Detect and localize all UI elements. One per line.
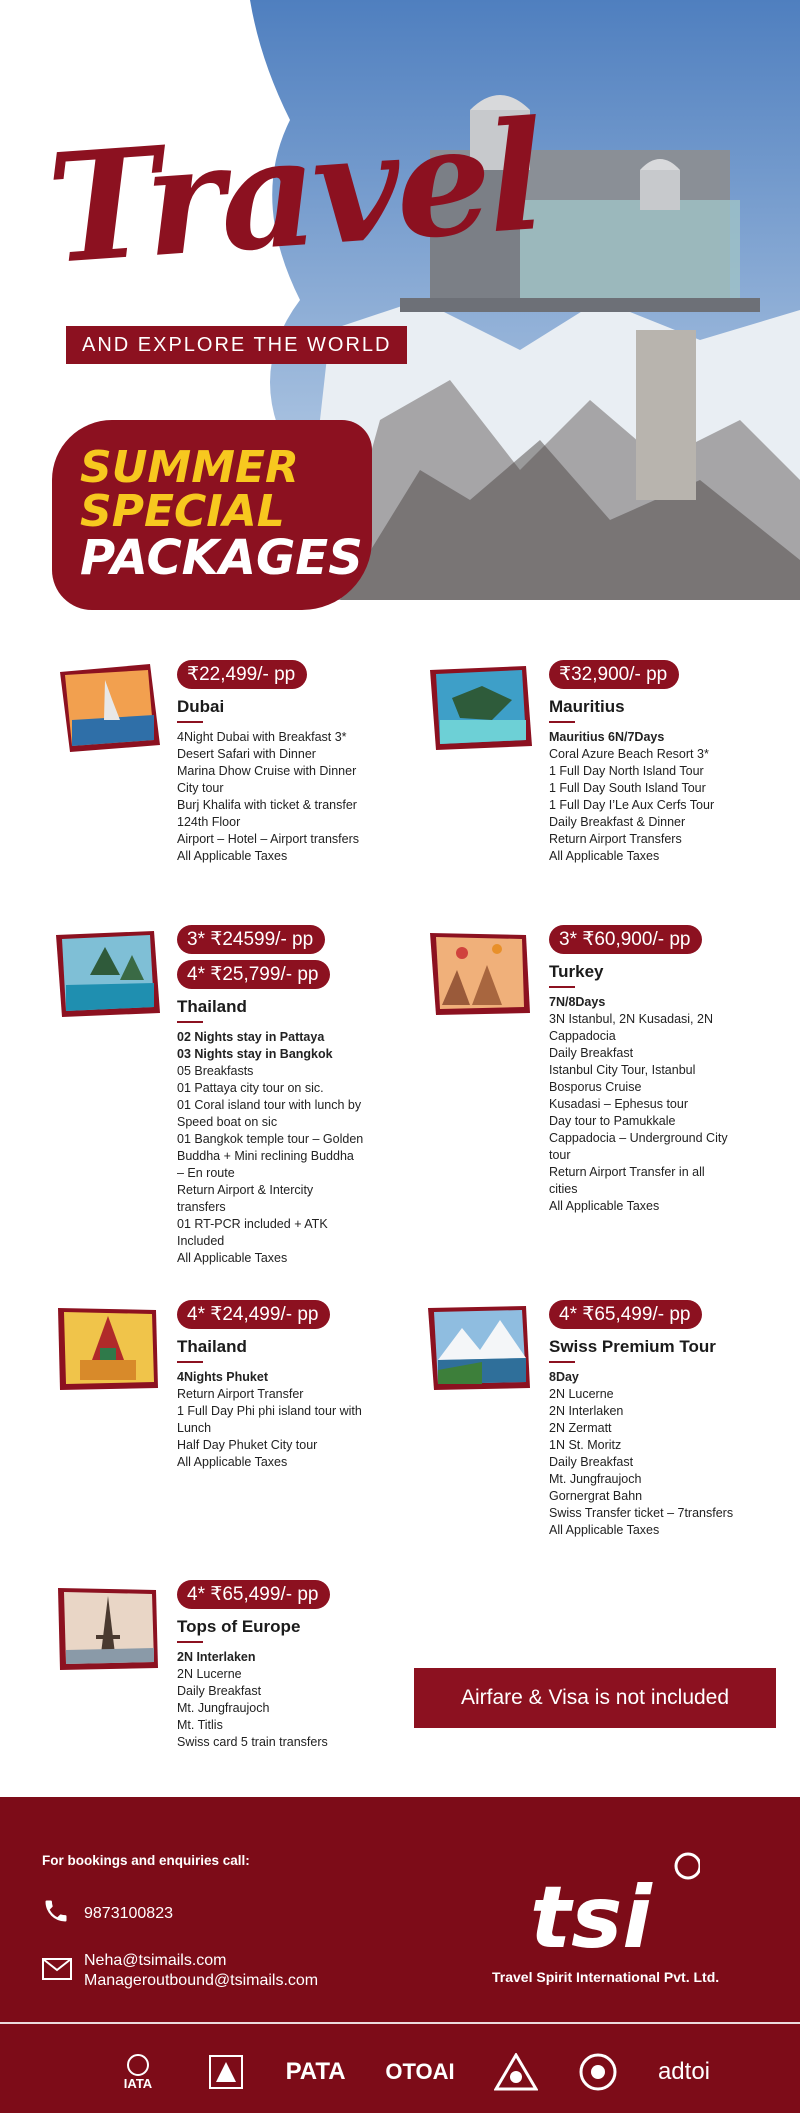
package-detail-line: Return Airport Transfer (177, 1387, 304, 1401)
price-badge: ₹22,499/- pp (177, 660, 307, 689)
package-detail-line: All Applicable Taxes (549, 1523, 660, 1537)
package-detail-line: Included (177, 1234, 225, 1248)
package-details (177, 1029, 417, 1267)
package-detail-line: All Applicable Taxes (177, 849, 288, 863)
turkey-thumbnail-image (422, 925, 537, 1020)
package-detail-line: Day tour to Pamukkale (549, 1114, 676, 1128)
title-underline (549, 721, 575, 723)
package-detail-line: 2N Zermatt (549, 1421, 612, 1435)
triangle-association-logo (494, 2053, 538, 2091)
package-detail-line: cities (549, 1182, 578, 1196)
package-detail-line: Return Airport Transfer in all (549, 1165, 705, 1179)
pata-logo: PATA (285, 2058, 346, 2085)
package-detail-line: 01 RT-PCR included + ATK (177, 1217, 328, 1231)
package-detail-line: Marina Dhow Cruise with Dinner (177, 764, 357, 778)
package-detail-line: Daily Breakfast & Dinner (549, 815, 686, 829)
footer-divider (0, 2022, 800, 2024)
package-detail-line: 1 Full Day I’Le Aux Cerfs Tour (549, 798, 715, 812)
package-detail-line: Swiss card 5 train transfers (177, 1735, 328, 1749)
mauritius-thumbnail-image (422, 660, 537, 755)
package-detail-line: 02 Nights stay in Pattaya (177, 1030, 325, 1044)
package-detail-line: Cappadocia – Underground City (549, 1131, 728, 1145)
package-details (177, 1649, 417, 1751)
tagline: AND EXPLORE THE WORLD (66, 326, 407, 364)
title-underline (177, 721, 203, 723)
package-details (549, 1369, 789, 1539)
package-detail-line: Mt. Jungfraujoch (549, 1472, 642, 1486)
package-details (177, 729, 417, 865)
phone-row (42, 1897, 173, 1930)
package-title: Thailand (177, 997, 247, 1016)
package-detail-line: Gornergrat Bahn (549, 1489, 643, 1503)
title-underline (549, 1361, 575, 1363)
ito-association-logo (578, 2052, 618, 2092)
price-badge-3star: 3* ₹24599/- pp (177, 925, 325, 954)
iata-logo: IATA (110, 2054, 166, 2091)
package-title: Tops of Europe (177, 1617, 301, 1636)
tsi-logo (520, 1852, 700, 1967)
package-detail-line: Daily Breakfast (177, 1684, 262, 1698)
package-detail-line: Return Airport & Intercity (177, 1183, 314, 1197)
package-detail-line: Burj Khalifa with ticket & transfer (177, 798, 357, 812)
phone-number[interactable]: 9873100823 (84, 1904, 173, 1922)
package-detail-line: 05 Breakfasts (177, 1064, 254, 1078)
package-detail-line: 8Day (549, 1370, 579, 1384)
envelope-icon (42, 1958, 72, 1985)
package-detail-line: Mt. Titlis (177, 1718, 223, 1732)
eiffel-tower-thumbnail-image (50, 1580, 165, 1675)
package-detail-line: 2N Interlaken (177, 1650, 256, 1664)
package-details (177, 1369, 417, 1471)
company-name: Travel Spirit International Pvt. Ltd. (492, 1969, 720, 1985)
package-title: Dubai (177, 697, 225, 716)
package-detail-line: Lunch (177, 1421, 212, 1435)
package-detail-line: – En route (177, 1166, 235, 1180)
package-details (549, 729, 789, 865)
package-detail-line: 01 Bangkok temple tour – Golden (177, 1132, 364, 1146)
thailand-temple-thumbnail-image (50, 1300, 165, 1395)
package-detail-line: 1 Full Day North Island Tour (549, 764, 704, 778)
package-detail-line: tour (549, 1148, 571, 1162)
package-detail-line: Speed boat on sic (177, 1115, 278, 1129)
partner-logos (110, 2047, 710, 2097)
package-detail-line: 4Night Dubai with Breakfast 3* (177, 730, 347, 744)
package-detail-line: Cappadocia (549, 1029, 616, 1043)
package-detail-line: Bosporus Cruise (549, 1080, 642, 1094)
package-detail-line: Half Day Phuket City tour (177, 1438, 318, 1452)
package-detail-line: All Applicable Taxes (177, 1251, 288, 1265)
dubai-thumbnail-image (50, 660, 165, 755)
package-detail-line: Kusadasi – Ephesus tour (549, 1097, 688, 1111)
price-badge: 4* ₹24,499/- pp (177, 1300, 330, 1329)
package-title: Mauritius (549, 697, 625, 716)
package-detail-line: 1 Full Day Phi phi island tour with (177, 1404, 362, 1418)
package-detail-line: 01 Coral island tour with lunch by (177, 1098, 362, 1112)
phone-icon (42, 1897, 70, 1930)
price-badge-4star: 4* ₹25,799/- pp (177, 960, 330, 989)
package-detail-line: All Applicable Taxes (177, 1455, 288, 1469)
summer-line-2: SPECIAL (80, 486, 285, 537)
package-detail-line: 2N Lucerne (177, 1667, 242, 1681)
package-detail-line: City tour (177, 781, 224, 795)
airfare-visa-notice: Airfare & Visa is not included (414, 1668, 776, 1728)
swiss-alps-thumbnail-image (422, 1300, 537, 1395)
price-badge: ₹32,900/- pp (549, 660, 679, 689)
package-title: Turkey (549, 962, 604, 981)
package-detail-line: Mauritius 6N/7Days (549, 730, 665, 744)
package-detail-line: 2N Lucerne (549, 1387, 614, 1401)
enquiry-label: For bookings and enquiries call: (42, 1853, 250, 1868)
price-badge: 4* ₹65,499/- pp (177, 1580, 330, 1609)
ministry-of-tourism-logo (206, 2052, 246, 2092)
package-detail-line: 01 Pattaya city tour on sic. (177, 1081, 324, 1095)
package-detail-line: 7N/8Days (549, 995, 606, 1009)
price-badge: 4* ₹65,499/- pp (549, 1300, 702, 1329)
email-link[interactable]: Neha@tsimails.com (84, 1952, 227, 1969)
package-detail-line: Airport – Hotel – Airport transfers (177, 832, 360, 846)
package-detail-line: Buddha + Mini reclining Buddha (177, 1149, 354, 1163)
travel-headline: Travel (42, 88, 547, 298)
package-detail-line: Mt. Jungfraujoch (177, 1701, 270, 1715)
footer (0, 1797, 800, 2113)
package-detail-line: 1N St. Moritz (549, 1438, 622, 1452)
title-underline (177, 1021, 203, 1023)
package-detail-line: All Applicable Taxes (549, 1199, 660, 1213)
package-detail-line: transfers (177, 1200, 226, 1214)
package-detail-line: 1 Full Day South Island Tour (549, 781, 706, 795)
package-detail-line: Daily Breakfast (549, 1455, 634, 1469)
thailand-islands-thumbnail-image (50, 925, 165, 1020)
package-detail-line: 124th Floor (177, 815, 241, 829)
package-details (549, 994, 789, 1215)
package-detail-line: 4Nights Phuket (177, 1370, 268, 1384)
package-title: Thailand (177, 1337, 247, 1356)
package-detail-line: Istanbul City Tour, Istanbul (549, 1063, 696, 1077)
title-underline (177, 1361, 203, 1363)
price-badge: 3* ₹60,900/- pp (549, 925, 702, 954)
tsi-logo-text: tsi (530, 1868, 652, 1962)
email-link[interactable]: Manageroutbound@tsimails.com (84, 1972, 319, 1989)
adtoi-logo: adtoi (657, 2058, 710, 2085)
package-detail-line: 2N Interlaken (549, 1404, 624, 1418)
package-detail-line: Return Airport Transfers (549, 832, 682, 846)
package-detail-line: Daily Breakfast (549, 1046, 634, 1060)
package-detail-line: Coral Azure Beach Resort 3* (549, 747, 709, 761)
email-row (42, 1951, 318, 1991)
title-underline (177, 1641, 203, 1643)
package-detail-line: All Applicable Taxes (549, 849, 660, 863)
hero-banner (0, 0, 800, 640)
summer-line-3: PACKAGES (80, 530, 363, 586)
package-detail-line: Desert Safari with Dinner (177, 747, 316, 761)
package-detail-line: 3N Istanbul, 2N Kusadasi, 2N (549, 1012, 713, 1026)
email-list (84, 1951, 318, 1991)
package-detail-line: 03 Nights stay in Bangkok (177, 1047, 333, 1061)
otoai-logo: OTOAI (385, 2059, 455, 2084)
package-detail-line: Swiss Transfer ticket – 7transfers (549, 1506, 734, 1520)
package-title: Swiss Premium Tour (549, 1337, 716, 1356)
title-underline (549, 986, 575, 988)
summer-line-1: SUMMER (80, 442, 299, 493)
